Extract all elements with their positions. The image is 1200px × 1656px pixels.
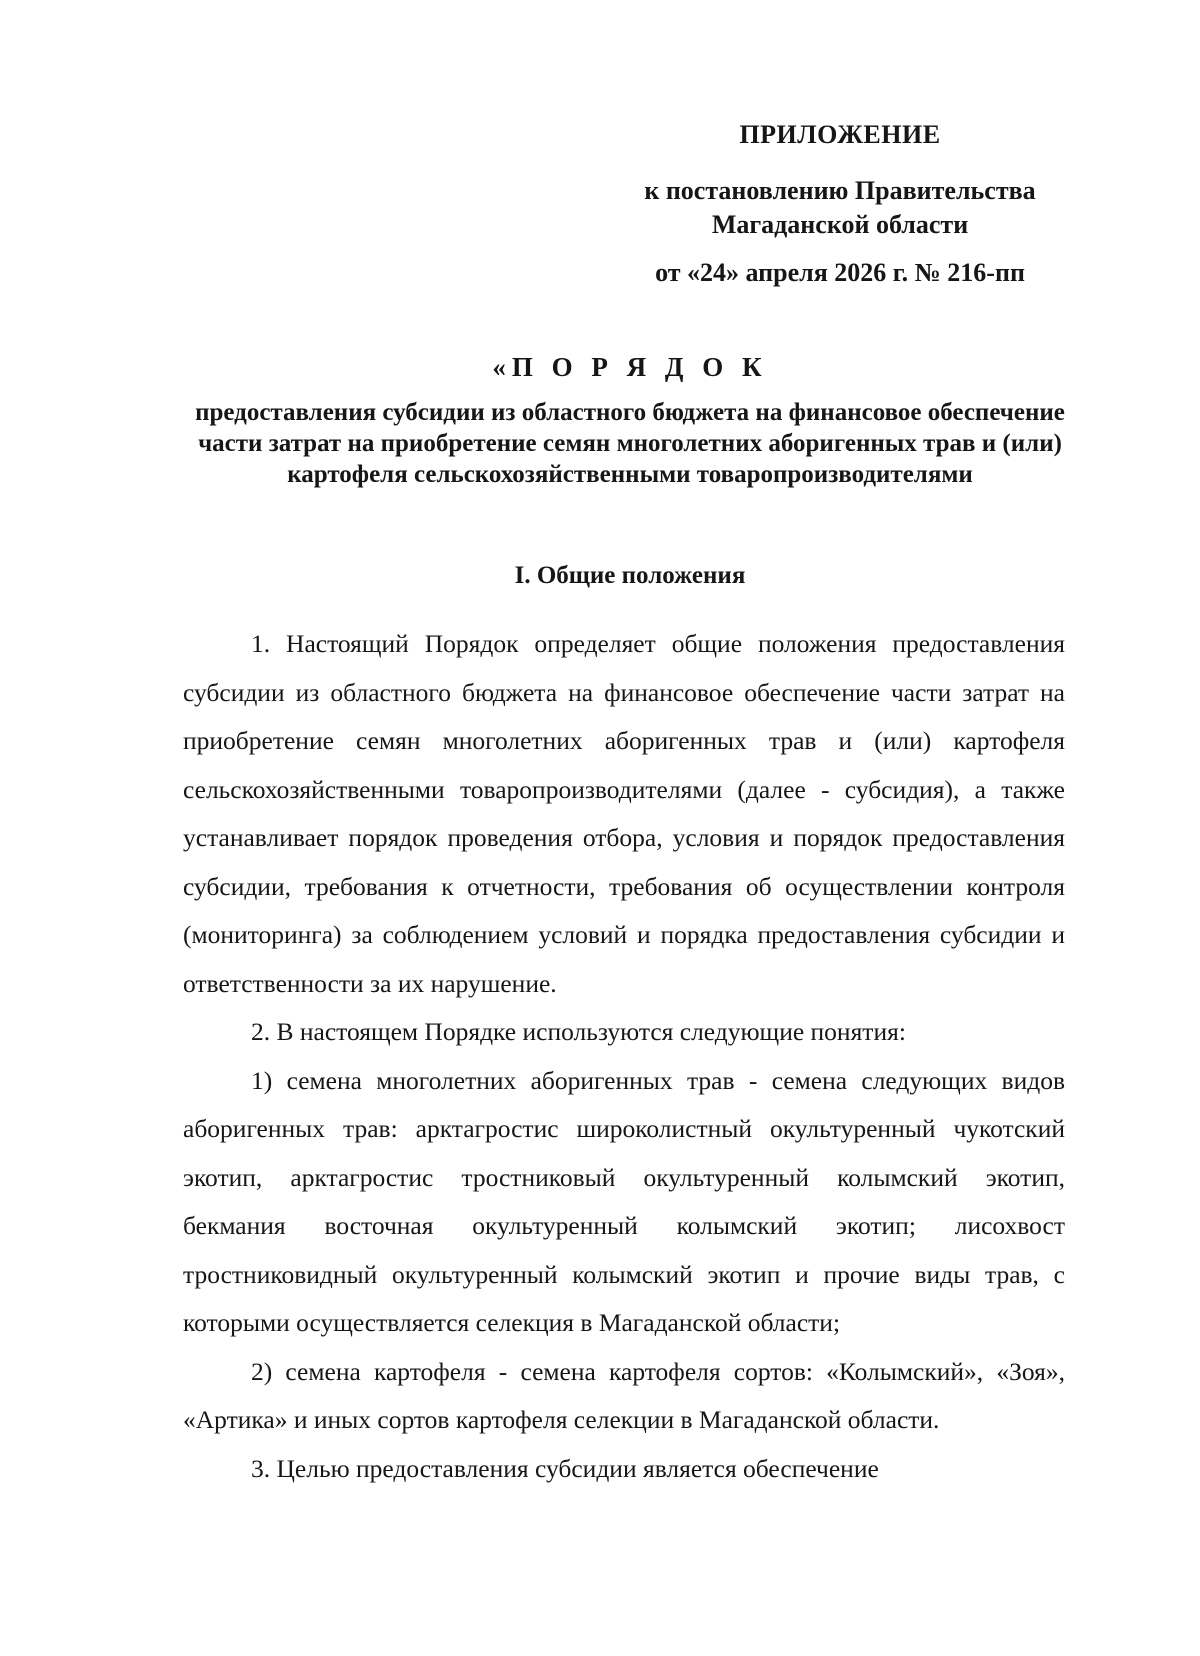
document-subtitle: предоставления субсидии из областного бюджета на финансовое обеспечение части затрат на приобретение семян многолетних аборигенных трав и (или) картофеля сельскохозяйственными товаропроизводителями — [195, 399, 1065, 488]
document-body — [183, 620, 1065, 1493]
document-title: «П О Р Я Д О К — [492, 352, 768, 382]
section-heading: I. Общие положения — [514, 562, 746, 589]
appendix-resolution-line: к постановлению Правительства — [644, 176, 1036, 205]
paragraph: 1. Настоящий Порядок определяет общие положения предоставления субсидии из областного бюджета на финансовое обеспечение части затрат на приобретение семян многолетних аборигенных трав и (или) картофеля сельскохозяйственными товаропроизводителями (далее - субсидия), а также устанавливает порядок проведения отбора, условия и порядок предоставления субсидии, требования к отчетности, требования об осуществлении контроля (мониторинга) за соблюдением условий и порядка предоставления субсидии и ответственности за их нарушение. — [183, 629, 1065, 998]
paragraph: 2) семена картофеля - семена картофеля сортов: «Колымский», «Зоя», «Артика» и иных сортов картофеля селекции в Магаданской области. — [183, 1356, 1065, 1434]
paragraph: 3. Целью предоставления субсидии является обеспечение — [251, 1453, 879, 1483]
paragraph: 1) семена многолетних аборигенных трав - семена следующих видов аборигенных трав: арктагростис широколистный окультуренный чукотский экотип, арктагростис тростниковый окультуренный колымский экотип, бекмания восточная окультуренный колымский экотип; лисохвост тростниковидный окультуренный колымский экотип и прочие виды трав, с которыми осуществляется селекция в Магаданской области; — [183, 1065, 1065, 1337]
appendix-date-number: от «24» апреля 2026 г. № 216-пп — [655, 258, 1025, 287]
appendix-title: ПРИЛОЖЕНИЕ — [739, 120, 941, 149]
paragraph: 2. В настоящем Порядке используются следующие понятия: — [251, 1017, 906, 1046]
appendix-region-line: Магаданской области — [711, 210, 969, 239]
appendix-header — [600, 118, 1080, 290]
